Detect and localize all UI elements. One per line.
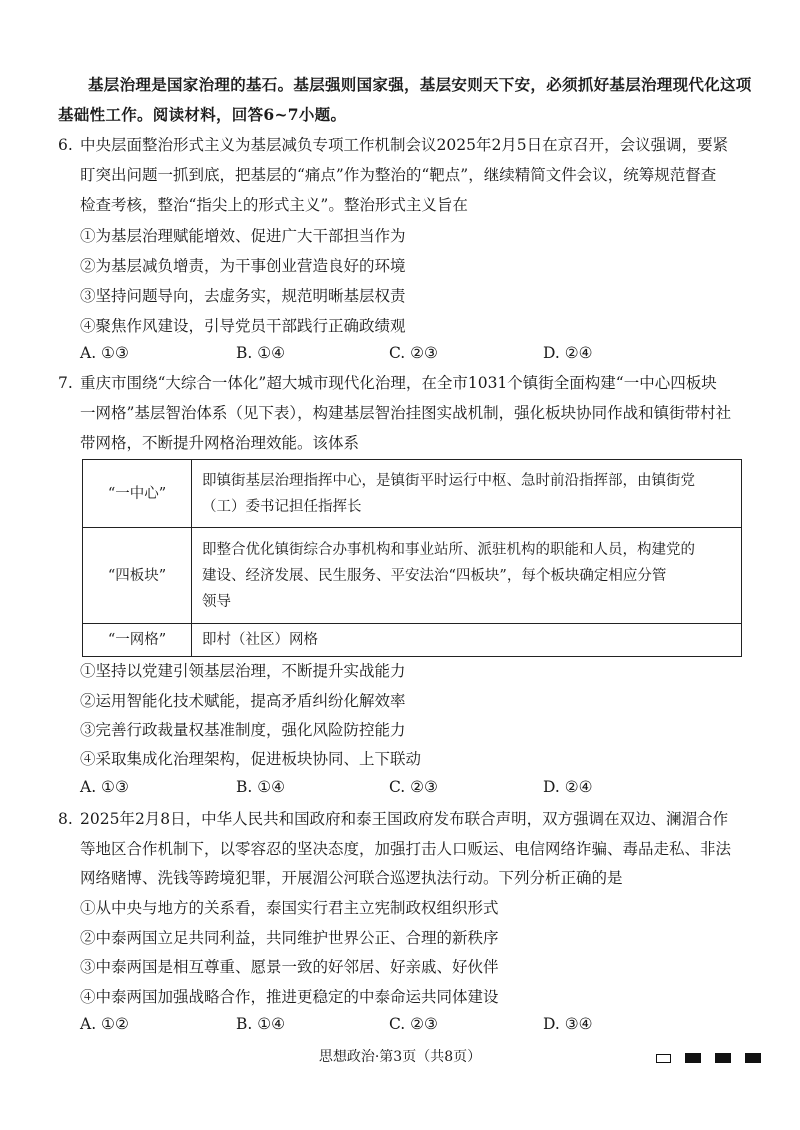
q6-item-2: ②为基层减负增责，为干事创业营造良好的环境 [80, 257, 406, 275]
q8-item-2: ②中泰两国立足共同利益，共同维护世界公正、合理的新秩序 [80, 929, 499, 947]
q6-option-a[interactable]: A. ①③ [80, 344, 129, 362]
q7-item-2: ②运用智能化技术赋能，提高矛盾纠纷化解效率 [80, 692, 406, 710]
table-value-line: 即村（社区）网格 [202, 632, 318, 648]
q6-item-4: ④聚焦作风建设，引导党员干部践行正确政绩观 [80, 317, 406, 335]
table-value-line: 领导 [202, 593, 231, 610]
solid-mark-icon [745, 1053, 761, 1063]
table-value-cell [192, 528, 742, 624]
governance-system-table [82, 459, 742, 657]
q8-option-a[interactable]: A. ①② [80, 1015, 129, 1033]
q6-stem-line-1: 中央层面整治形式主义为基层减负专项工作机制会议2025年2月5日在京召开，会议强调，要紧 [80, 136, 729, 154]
q8-option-d[interactable]: D. ③④ [543, 1015, 593, 1033]
q8-item-3: ③中泰两国是相互尊重、愿景一致的好邻居、好亲戚、好伙伴 [80, 958, 499, 976]
solid-mark-icon [685, 1053, 701, 1063]
table-key-cell: “一中心” [83, 460, 192, 528]
hollow-mark-icon [656, 1054, 671, 1063]
q7-option-c[interactable]: C. ②③ [389, 778, 438, 796]
q8-item-4: ④中泰两国加强战略合作，推进更稳定的中泰命运共同体建设 [80, 988, 499, 1006]
q7-option-a[interactable]: A. ①③ [80, 778, 129, 796]
q7-number: 7. [58, 374, 73, 392]
q8-item-1: ①从中央与地方的关系看，泰国实行君主立宪制政权组织形式 [80, 899, 499, 917]
table-value-cell [192, 460, 742, 528]
solid-mark-icon [715, 1053, 731, 1063]
q7-item-1: ①坚持以党建引领基层治理，不断提升实战能力 [80, 662, 406, 680]
q8-number: 8. [58, 810, 73, 828]
answer-sheet-marks [656, 1049, 775, 1067]
q6-number: 6. [58, 136, 73, 154]
q8-stem-line-1: 2025年2月8日，中华人民共和国政府和泰王国政府发布联合声明，双方强调在双边、澜湄合作 [80, 810, 729, 828]
q7-option-b[interactable]: B. ①④ [236, 778, 286, 796]
table-value-line: 建设、经济发展、民生服务、平安法治“四板块”，每个板块确定相应分管 [202, 567, 667, 584]
q6-item-1: ①为基层治理赋能增效、促进广大干部担当作为 [80, 227, 406, 245]
intro-line-2: 基础性工作。阅读材料，回答6~7小题。 [58, 105, 347, 124]
q7-option-d[interactable]: D. ②④ [543, 778, 593, 796]
q7-item-4: ④采取集成化治理架构，促进板块协同、上下联动 [80, 750, 422, 768]
q6-stem-line-3: 检查考核，整治“指尖上的形式主义”。整治形式主义旨在 [80, 196, 468, 214]
q8-option-b[interactable]: B. ①④ [236, 1015, 286, 1033]
table-value-line: 即镇街基层治理指挥中心，是镇街平时运行中枢、急时前沿指挥部，由镇街党 [202, 472, 695, 489]
q7-stem-line-2: 一网格”基层智治体系（见下表），构建基层智治挂图实战机制，强化板块协同作战和镇街带村社 [80, 404, 732, 422]
table-key-cell: “一网格” [83, 624, 192, 657]
q7-stem-line-3: 带网格，不断提升网格治理效能。该体系 [80, 434, 360, 452]
table-value-line: 即整合优化镇街综合办事机构和事业站所、派驻机构的职能和人员，构建党的 [202, 541, 695, 558]
table-row [83, 528, 742, 624]
table-row [83, 624, 742, 657]
table-row [83, 460, 742, 528]
q7-item-3: ③完善行政裁量权基准制度，强化风险防控能力 [80, 721, 406, 739]
intro-line-1: 基层治理是国家治理的基石。基层强则国家强，基层安则天下安，必须抓好基层治理现代化这项 [88, 75, 752, 94]
table-key-cell: “四板块” [83, 528, 192, 624]
q6-option-c[interactable]: C. ②③ [389, 344, 438, 362]
page-footer: 思想政治·第3页（共8页） [318, 1049, 482, 1065]
q8-stem-line-3: 网络赌博、洗钱等跨境犯罪，开展湄公河联合巡逻执法行动。下列分析正确的是 [80, 869, 623, 887]
q6-option-b[interactable]: B. ①④ [236, 344, 286, 362]
q8-stem-line-2: 等地区合作机制下，以零容忍的坚决态度，加强打击人口贩运、电信网络诈骗、毒品走私、非法 [80, 840, 732, 858]
q6-option-d[interactable]: D. ②④ [543, 344, 593, 362]
q6-item-3: ③坚持问题导向，去虚务实，规范明晰基层权责 [80, 287, 406, 305]
q6-stem-line-2: 盯突出问题一抓到底，把基层的“痛点”作为整治的“靶点”，继续精简文件会议，统筹规范督查 [80, 166, 717, 184]
q8-option-c[interactable]: C. ②③ [389, 1015, 438, 1033]
q7-stem-line-1: 重庆市围绕“大综合一体化”超大城市现代化治理，在全市1031个镇街全面构建“一中心四板块 [80, 374, 717, 392]
table-value-cell [192, 624, 742, 657]
table-value-line: （工）委书记担任指挥长 [202, 498, 362, 515]
